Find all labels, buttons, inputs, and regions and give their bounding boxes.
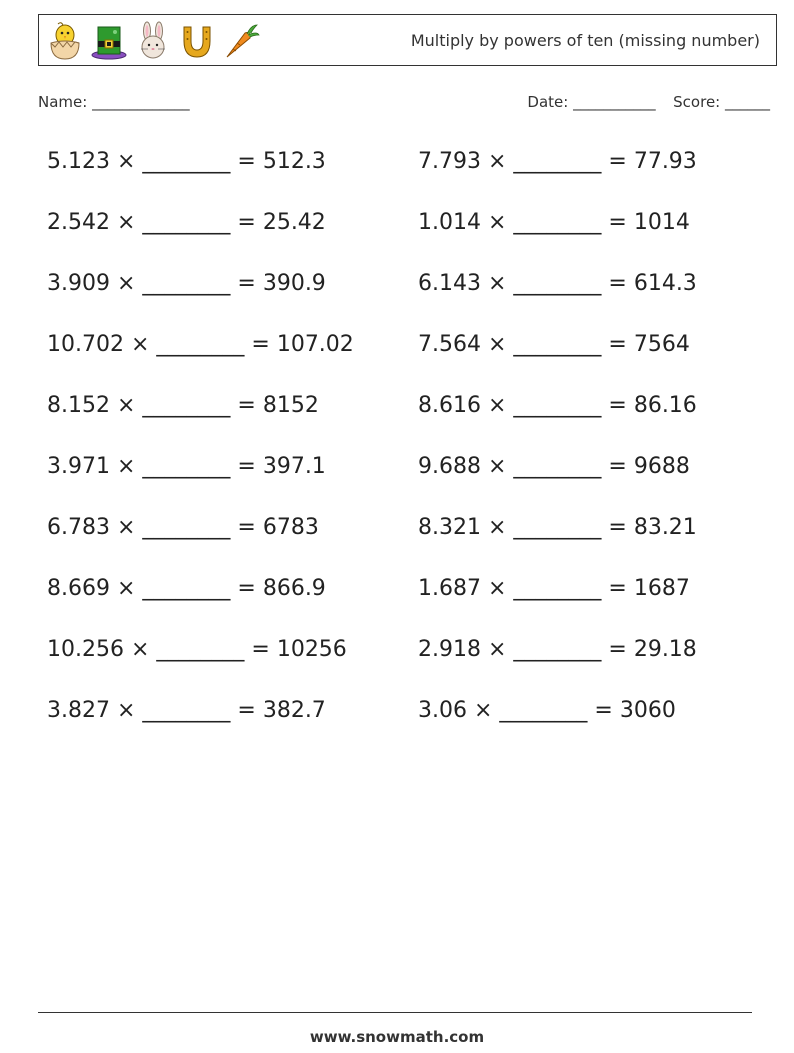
problem-right-8: 1.687 × ________ = 1687 xyxy=(418,576,690,601)
horseshoe-icon xyxy=(177,21,217,61)
problem-right-3: 6.143 × ________ = 614.3 xyxy=(418,271,697,296)
problem-left-6: 3.971 × ________ = 397.1 xyxy=(47,454,326,479)
date-score-fields xyxy=(527,93,770,111)
problem-left-7: 6.783 × ________ = 6783 xyxy=(47,515,319,540)
chick-in-egg-icon xyxy=(45,21,85,61)
worksheet-title: Multiply by powers of ten (missing number) xyxy=(410,31,760,50)
problem-left-9: 10.256 × ________ = 10256 xyxy=(47,637,347,662)
problem-right-7: 8.321 × ________ = 83.21 xyxy=(418,515,697,540)
footer-divider xyxy=(38,1012,752,1013)
footer-website: www.snowmath.com xyxy=(309,1028,485,1046)
bunny-icon xyxy=(133,21,173,61)
problem-left-10: 3.827 × ________ = 382.7 xyxy=(47,698,326,723)
name-field: Name: _____________ xyxy=(38,93,190,111)
problem-left-3: 3.909 × ________ = 390.9 xyxy=(47,271,326,296)
score-field: Score: ______ xyxy=(673,93,770,111)
problem-right-6: 9.688 × ________ = 9688 xyxy=(418,454,690,479)
problem-left-2: 2.542 × ________ = 25.42 xyxy=(47,210,326,235)
problem-left-4: 10.702 × ________ = 107.02 xyxy=(47,332,354,357)
problem-right-9: 2.918 × ________ = 29.18 xyxy=(418,637,697,662)
problem-left-8: 8.669 × ________ = 866.9 xyxy=(47,576,326,601)
leprechaun-hat-icon xyxy=(89,21,129,61)
worksheet-header xyxy=(38,14,777,66)
icon-row xyxy=(45,20,265,62)
problem-right-1: 7.793 × ________ = 77.93 xyxy=(418,149,697,174)
problem-right-5: 8.616 × ________ = 86.16 xyxy=(418,393,697,418)
date-field: Date: ___________ xyxy=(527,93,656,111)
problem-right-4: 7.564 × ________ = 7564 xyxy=(418,332,690,357)
problem-left-1: 5.123 × ________ = 512.3 xyxy=(47,149,326,174)
problem-right-10: 3.06 × ________ = 3060 xyxy=(418,698,676,723)
problem-right-2: 1.014 × ________ = 1014 xyxy=(418,210,690,235)
carrot-icon xyxy=(221,21,261,61)
problem-left-5: 8.152 × ________ = 8152 xyxy=(47,393,319,418)
